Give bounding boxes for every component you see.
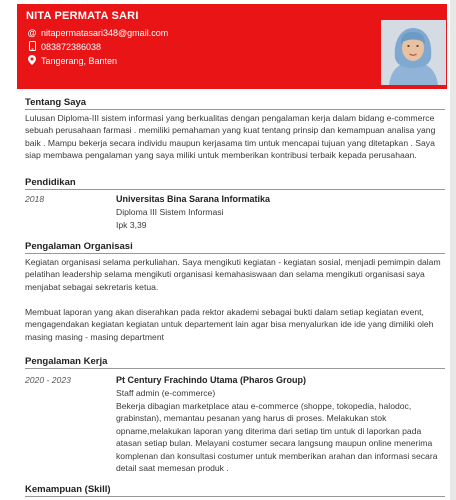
resume-header <box>17 4 447 89</box>
skills-divider <box>25 496 445 497</box>
education-program: Diploma III Sistem Informasi <box>116 207 224 217</box>
work-divider <box>25 368 445 369</box>
work-title: Pengalaman Kerja <box>25 356 108 367</box>
map-pin-icon <box>26 55 38 68</box>
phone-icon <box>26 41 38 54</box>
work-description: Bekerja dibagian marketplace atau e-commerce (shoppe, tokopedia, halodoc, grabinstan), memantau pesanan yang harus di proses. Melakukan stok opname,melakukan laporan yang diterima dari setiap tim untuk di laporkan pada atasan setiap bulan. Melayani costumer secara langsung maupun online menerima komplenan dan konsultasi costumer untuk memberikan arahan dan informasi secara detail saat memesan produk . <box>116 401 438 474</box>
contact-email <box>26 27 168 40</box>
work-period: 2020 - 2023 <box>25 375 71 385</box>
organization-text-1: Kegiatan organisasi selama perkuliahan. Saya mengikuti kegiatan - kegiatan sosial, menjadi pemimpin dalam pelatihan leadership selama mengikuti organisasi kemahasiswaan dan selama mengikuti organisasi saya menjabat sebagai sekretaris ketua. <box>25 257 441 292</box>
education-gpa: Ipk 3,39 <box>116 220 147 230</box>
about-divider <box>25 109 445 110</box>
skills-title: Kemampuan (Skill) <box>25 484 111 495</box>
phone-text: 083872386038 <box>41 42 102 52</box>
work-company: Pt Century Frachindo Utama (Pharos Group) <box>116 375 307 385</box>
location-text: Tangerang, Banten <box>41 56 118 66</box>
about-title: Tentang Saya <box>25 97 87 108</box>
education-divider <box>25 189 445 190</box>
contact-phone <box>26 41 101 54</box>
about-text: Lulusan Diploma-III sistem informasi yang berkualitas dengan pengalaman kerja dalam bidang e-commerce sebuah perusahaan farmasi . memiliki pemahaman yang kuat tentang prinsip dan kemampuan analisa yang baik . Mampu bekerja secara individu maupun kerjasama tim untuk mencapai tujuan yang ditetapkan . Saya siap membawa pengalaman yang saya miliki untuk memberikan kontribusi terbaik kepada perusahaan. <box>25 113 436 161</box>
organization-divider <box>25 253 445 254</box>
education-title: Pendidikan <box>25 177 76 188</box>
education-school: Universitas Bina Sarana Informatika <box>116 194 271 204</box>
contact-location <box>26 55 117 68</box>
profile-photo <box>381 20 446 85</box>
at-icon: @ <box>27 28 37 38</box>
candidate-name: NITA PERMATA SARI <box>26 10 139 22</box>
education-year: 2018 <box>25 194 45 204</box>
organization-text-2: Membuat laporan yang akan diserahkan pada rektor akademi sebagai bukti dalam setiap kegiatan event, mengagendakan kegiatan kegiatan untuk departement lain agar bisa menyalurkan ide ide yang dimiliki oleh masing masing - masing department <box>25 307 434 342</box>
email-text: nitapermatasari348@gmail.com <box>41 28 169 38</box>
scrollbar-track[interactable] <box>450 0 456 500</box>
work-position: Staff admin (e-commerce) <box>116 388 216 398</box>
organization-title: Pengalaman Organisasi <box>25 241 133 252</box>
